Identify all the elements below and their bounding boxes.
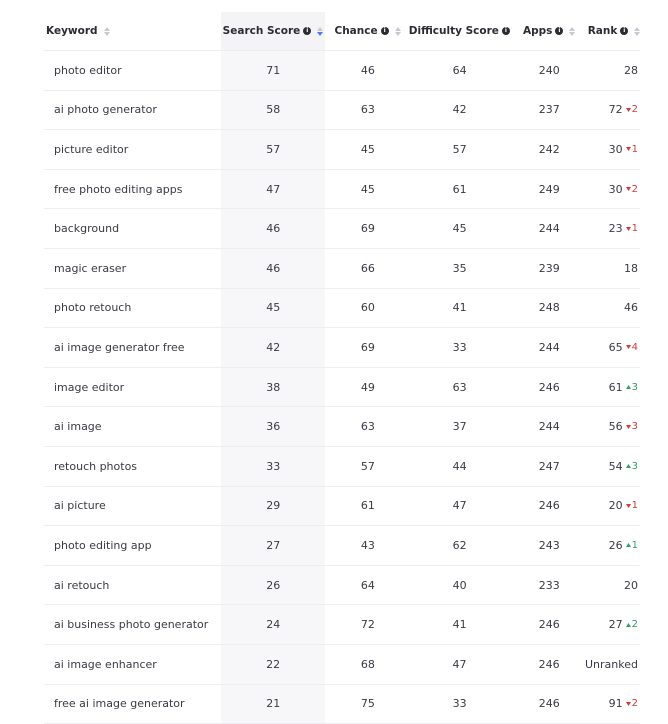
search-score-cell: 27 — [221, 526, 325, 565]
rank-change — [626, 500, 638, 511]
table-row[interactable] — [44, 526, 640, 566]
rank-cell — [590, 618, 640, 631]
column-header-rank[interactable] — [590, 25, 640, 37]
table-row[interactable] — [44, 487, 640, 527]
difficulty-cell: 47 — [411, 499, 509, 512]
sort-icon[interactable] — [569, 27, 575, 36]
rank-value: 91 — [609, 697, 623, 710]
chance-cell: 43 — [325, 539, 411, 552]
table-row[interactable] — [44, 209, 640, 249]
search-score-cell: 42 — [221, 328, 325, 367]
search-score-cell: 21 — [221, 685, 325, 724]
chance-cell: 64 — [325, 579, 411, 592]
keyword-cell[interactable]: ai image enhancer — [44, 658, 221, 671]
column-header-difficulty-label: Difficulty Score — [409, 25, 499, 37]
column-header-apps-label: Apps — [523, 25, 552, 37]
table-row[interactable] — [44, 91, 640, 131]
search-score-cell: 71 — [221, 51, 325, 90]
rank-change — [626, 619, 638, 630]
apps-cell: 247 — [508, 460, 590, 473]
apps-cell: 246 — [508, 618, 590, 631]
search-score-cell: 47 — [221, 170, 325, 209]
apps-cell: 237 — [508, 103, 590, 116]
rank-cell — [590, 539, 640, 552]
apps-cell: 239 — [508, 262, 590, 275]
keyword-cell[interactable]: picture editor — [44, 143, 221, 156]
keyword-cell[interactable]: retouch photos — [44, 460, 221, 473]
chance-cell: 60 — [325, 301, 411, 314]
rank-down-arrow-icon — [626, 425, 631, 429]
rank-cell — [590, 143, 640, 156]
rank-cell — [590, 341, 640, 354]
rank-down-arrow-icon — [626, 504, 631, 508]
rank-change — [626, 184, 638, 195]
difficulty-cell: 37 — [411, 420, 509, 433]
rank-change — [626, 144, 638, 155]
rank-change-value: 3 — [632, 382, 638, 393]
rank-change-value: 2 — [632, 104, 638, 115]
keyword-cell[interactable]: ai photo generator — [44, 103, 221, 116]
difficulty-cell: 40 — [411, 579, 509, 592]
rank-down-arrow-icon — [626, 187, 631, 191]
rank-value: 30 — [609, 183, 623, 196]
table-row[interactable] — [44, 685, 640, 724]
rank-value: 61 — [609, 381, 623, 394]
chance-cell: 75 — [325, 697, 411, 710]
apps-cell: 246 — [508, 381, 590, 394]
rank-up-arrow-icon — [626, 543, 631, 547]
rank-cell — [590, 499, 640, 512]
table-row[interactable] — [44, 50, 640, 91]
search-score-cell: 38 — [221, 368, 325, 407]
rank-change — [626, 342, 638, 353]
rank-change-value: 3 — [632, 421, 638, 432]
chance-cell: 69 — [325, 222, 411, 235]
chance-cell: 46 — [325, 64, 411, 77]
column-header-search-score-label: Search Score — [223, 25, 301, 37]
rank-change — [626, 382, 638, 393]
rank-change-value: 1 — [632, 500, 638, 511]
rank-up-arrow-icon — [626, 623, 631, 627]
column-header-search-score[interactable] — [221, 12, 325, 50]
keyword-cell[interactable]: photo retouch — [44, 301, 221, 314]
rank-cell — [590, 381, 640, 394]
rank-change — [626, 223, 638, 234]
chance-cell: 61 — [325, 499, 411, 512]
table-row[interactable] — [44, 605, 640, 645]
table-header — [44, 12, 640, 50]
rank-cell — [590, 658, 640, 671]
keyword-cell[interactable]: magic eraser — [44, 262, 221, 275]
keyword-cell[interactable]: background — [44, 222, 221, 235]
rank-down-arrow-icon — [626, 108, 631, 112]
rank-value: 30 — [609, 143, 623, 156]
table-row[interactable] — [44, 447, 640, 487]
search-score-cell: 22 — [221, 645, 325, 684]
difficulty-cell: 62 — [411, 539, 509, 552]
chance-cell: 63 — [325, 103, 411, 116]
info-icon[interactable]: i — [555, 27, 563, 35]
column-header-difficulty-score[interactable] — [410, 25, 508, 37]
difficulty-cell: 64 — [411, 64, 509, 77]
search-score-cell: 58 — [221, 91, 325, 130]
rank-cell — [590, 222, 640, 235]
difficulty-cell: 41 — [411, 618, 509, 631]
apps-cell: 246 — [508, 658, 590, 671]
table-row[interactable] — [44, 407, 640, 447]
keyword-cell[interactable]: ai picture — [44, 499, 221, 512]
info-icon[interactable]: i — [502, 27, 510, 35]
keyword-cell[interactable]: free photo editing apps — [44, 183, 221, 196]
rank-change — [626, 698, 638, 709]
search-score-cell: 26 — [221, 566, 325, 605]
rank-change — [626, 461, 638, 472]
keyword-cell[interactable]: ai image — [44, 420, 221, 433]
apps-cell: 246 — [508, 499, 590, 512]
search-score-cell: 24 — [221, 605, 325, 644]
apps-cell: 246 — [508, 697, 590, 710]
rank-cell — [590, 103, 640, 116]
table-row[interactable] — [44, 645, 640, 685]
rank-change-value: 3 — [632, 461, 638, 472]
rank-value: 20 — [624, 579, 638, 592]
rank-cell — [590, 697, 640, 710]
difficulty-cell: 41 — [411, 301, 509, 314]
rank-value: 56 — [609, 420, 623, 433]
search-score-cell: 36 — [221, 407, 325, 446]
apps-cell: 243 — [508, 539, 590, 552]
rank-value: 65 — [609, 341, 623, 354]
apps-cell: 244 — [508, 420, 590, 433]
table-row[interactable] — [44, 328, 640, 368]
rank-value: 26 — [609, 539, 623, 552]
difficulty-cell: 45 — [411, 222, 509, 235]
keyword-cell[interactable]: photo editor — [44, 64, 221, 77]
sort-active-icon[interactable] — [317, 27, 323, 36]
column-header-chance[interactable] — [325, 25, 411, 37]
rank-change-value: 1 — [632, 144, 638, 155]
column-header-rank-label: Rank — [588, 25, 618, 37]
info-icon[interactable]: i — [303, 27, 311, 35]
rank-change — [626, 104, 638, 115]
search-score-cell: 46 — [221, 209, 325, 248]
table-row[interactable] — [44, 368, 640, 408]
table-row[interactable] — [44, 130, 640, 170]
search-score-cell: 29 — [221, 487, 325, 526]
table-row[interactable] — [44, 566, 640, 606]
rank-value: 23 — [609, 222, 623, 235]
rank-change-value: 2 — [632, 619, 638, 630]
keyword-cell[interactable]: image editor — [44, 381, 221, 394]
rank-cell — [590, 262, 640, 275]
column-header-keyword-label: Keyword — [46, 25, 98, 37]
chance-cell: 69 — [325, 341, 411, 354]
difficulty-cell: 57 — [411, 143, 509, 156]
table-row[interactable] — [44, 249, 640, 289]
rank-change-value: 4 — [632, 342, 638, 353]
search-score-cell: 46 — [221, 249, 325, 288]
rank-change-value: 2 — [632, 698, 638, 709]
difficulty-cell: 63 — [411, 381, 509, 394]
difficulty-cell: 61 — [411, 183, 509, 196]
rank-change-value: 2 — [632, 184, 638, 195]
chance-cell: 72 — [325, 618, 411, 631]
sort-icon[interactable] — [104, 27, 110, 36]
rank-down-arrow-icon — [626, 345, 631, 349]
column-header-keyword[interactable] — [44, 25, 221, 37]
keyword-cell[interactable]: free ai image generator — [44, 697, 221, 710]
table-row[interactable] — [44, 170, 640, 210]
rank-change-value: 1 — [632, 223, 638, 234]
search-score-cell: 57 — [221, 130, 325, 169]
apps-cell: 249 — [508, 183, 590, 196]
rank-down-arrow-icon — [626, 227, 631, 231]
chance-cell: 45 — [325, 183, 411, 196]
rank-cell — [590, 301, 640, 314]
apps-cell: 242 — [508, 143, 590, 156]
search-score-cell: 45 — [221, 289, 325, 328]
rank-change — [626, 540, 638, 551]
apps-cell: 233 — [508, 579, 590, 592]
apps-cell: 240 — [508, 64, 590, 77]
rank-value: 20 — [609, 499, 623, 512]
keyword-rankings-table — [44, 12, 640, 724]
chance-cell: 63 — [325, 420, 411, 433]
rank-cell — [590, 460, 640, 473]
column-header-apps[interactable] — [508, 25, 590, 37]
keyword-cell[interactable]: ai retouch — [44, 579, 221, 592]
search-score-cell: 33 — [221, 447, 325, 486]
rank-up-arrow-icon — [626, 385, 631, 389]
table-body — [44, 50, 640, 724]
table-row[interactable] — [44, 289, 640, 329]
sort-icon[interactable] — [634, 27, 640, 36]
rank-value: 27 — [609, 618, 623, 631]
rank-value: 28 — [624, 64, 638, 77]
rank-change — [626, 421, 638, 432]
rank-value: Unranked — [585, 658, 638, 671]
rank-down-arrow-icon — [626, 702, 631, 706]
rank-value: 72 — [609, 103, 623, 116]
rank-cell — [590, 579, 640, 592]
keyword-cell[interactable]: ai image generator free — [44, 341, 221, 354]
keyword-cell[interactable]: photo editing app — [44, 539, 221, 552]
rank-cell — [590, 64, 640, 77]
apps-cell: 248 — [508, 301, 590, 314]
info-icon[interactable]: i — [381, 27, 389, 35]
keyword-cell[interactable]: ai business photo generator — [44, 618, 221, 631]
difficulty-cell: 35 — [411, 262, 509, 275]
sort-icon[interactable] — [395, 27, 401, 36]
rank-value: 18 — [624, 262, 638, 275]
chance-cell: 57 — [325, 460, 411, 473]
chance-cell: 45 — [325, 143, 411, 156]
rank-change-value: 1 — [632, 540, 638, 551]
rank-cell — [590, 183, 640, 196]
difficulty-cell: 47 — [411, 658, 509, 671]
difficulty-cell: 33 — [411, 341, 509, 354]
difficulty-cell: 42 — [411, 103, 509, 116]
apps-cell: 244 — [508, 222, 590, 235]
column-header-chance-label: Chance — [335, 25, 378, 37]
difficulty-cell: 33 — [411, 697, 509, 710]
chance-cell: 66 — [325, 262, 411, 275]
chance-cell: 68 — [325, 658, 411, 671]
info-icon[interactable]: i — [620, 27, 628, 35]
chance-cell: 49 — [325, 381, 411, 394]
difficulty-cell: 44 — [411, 460, 509, 473]
rank-up-arrow-icon — [626, 464, 631, 468]
rank-value: 54 — [609, 460, 623, 473]
rank-value: 46 — [624, 301, 638, 314]
rank-down-arrow-icon — [626, 147, 631, 151]
apps-cell: 244 — [508, 341, 590, 354]
rank-cell — [590, 420, 640, 433]
